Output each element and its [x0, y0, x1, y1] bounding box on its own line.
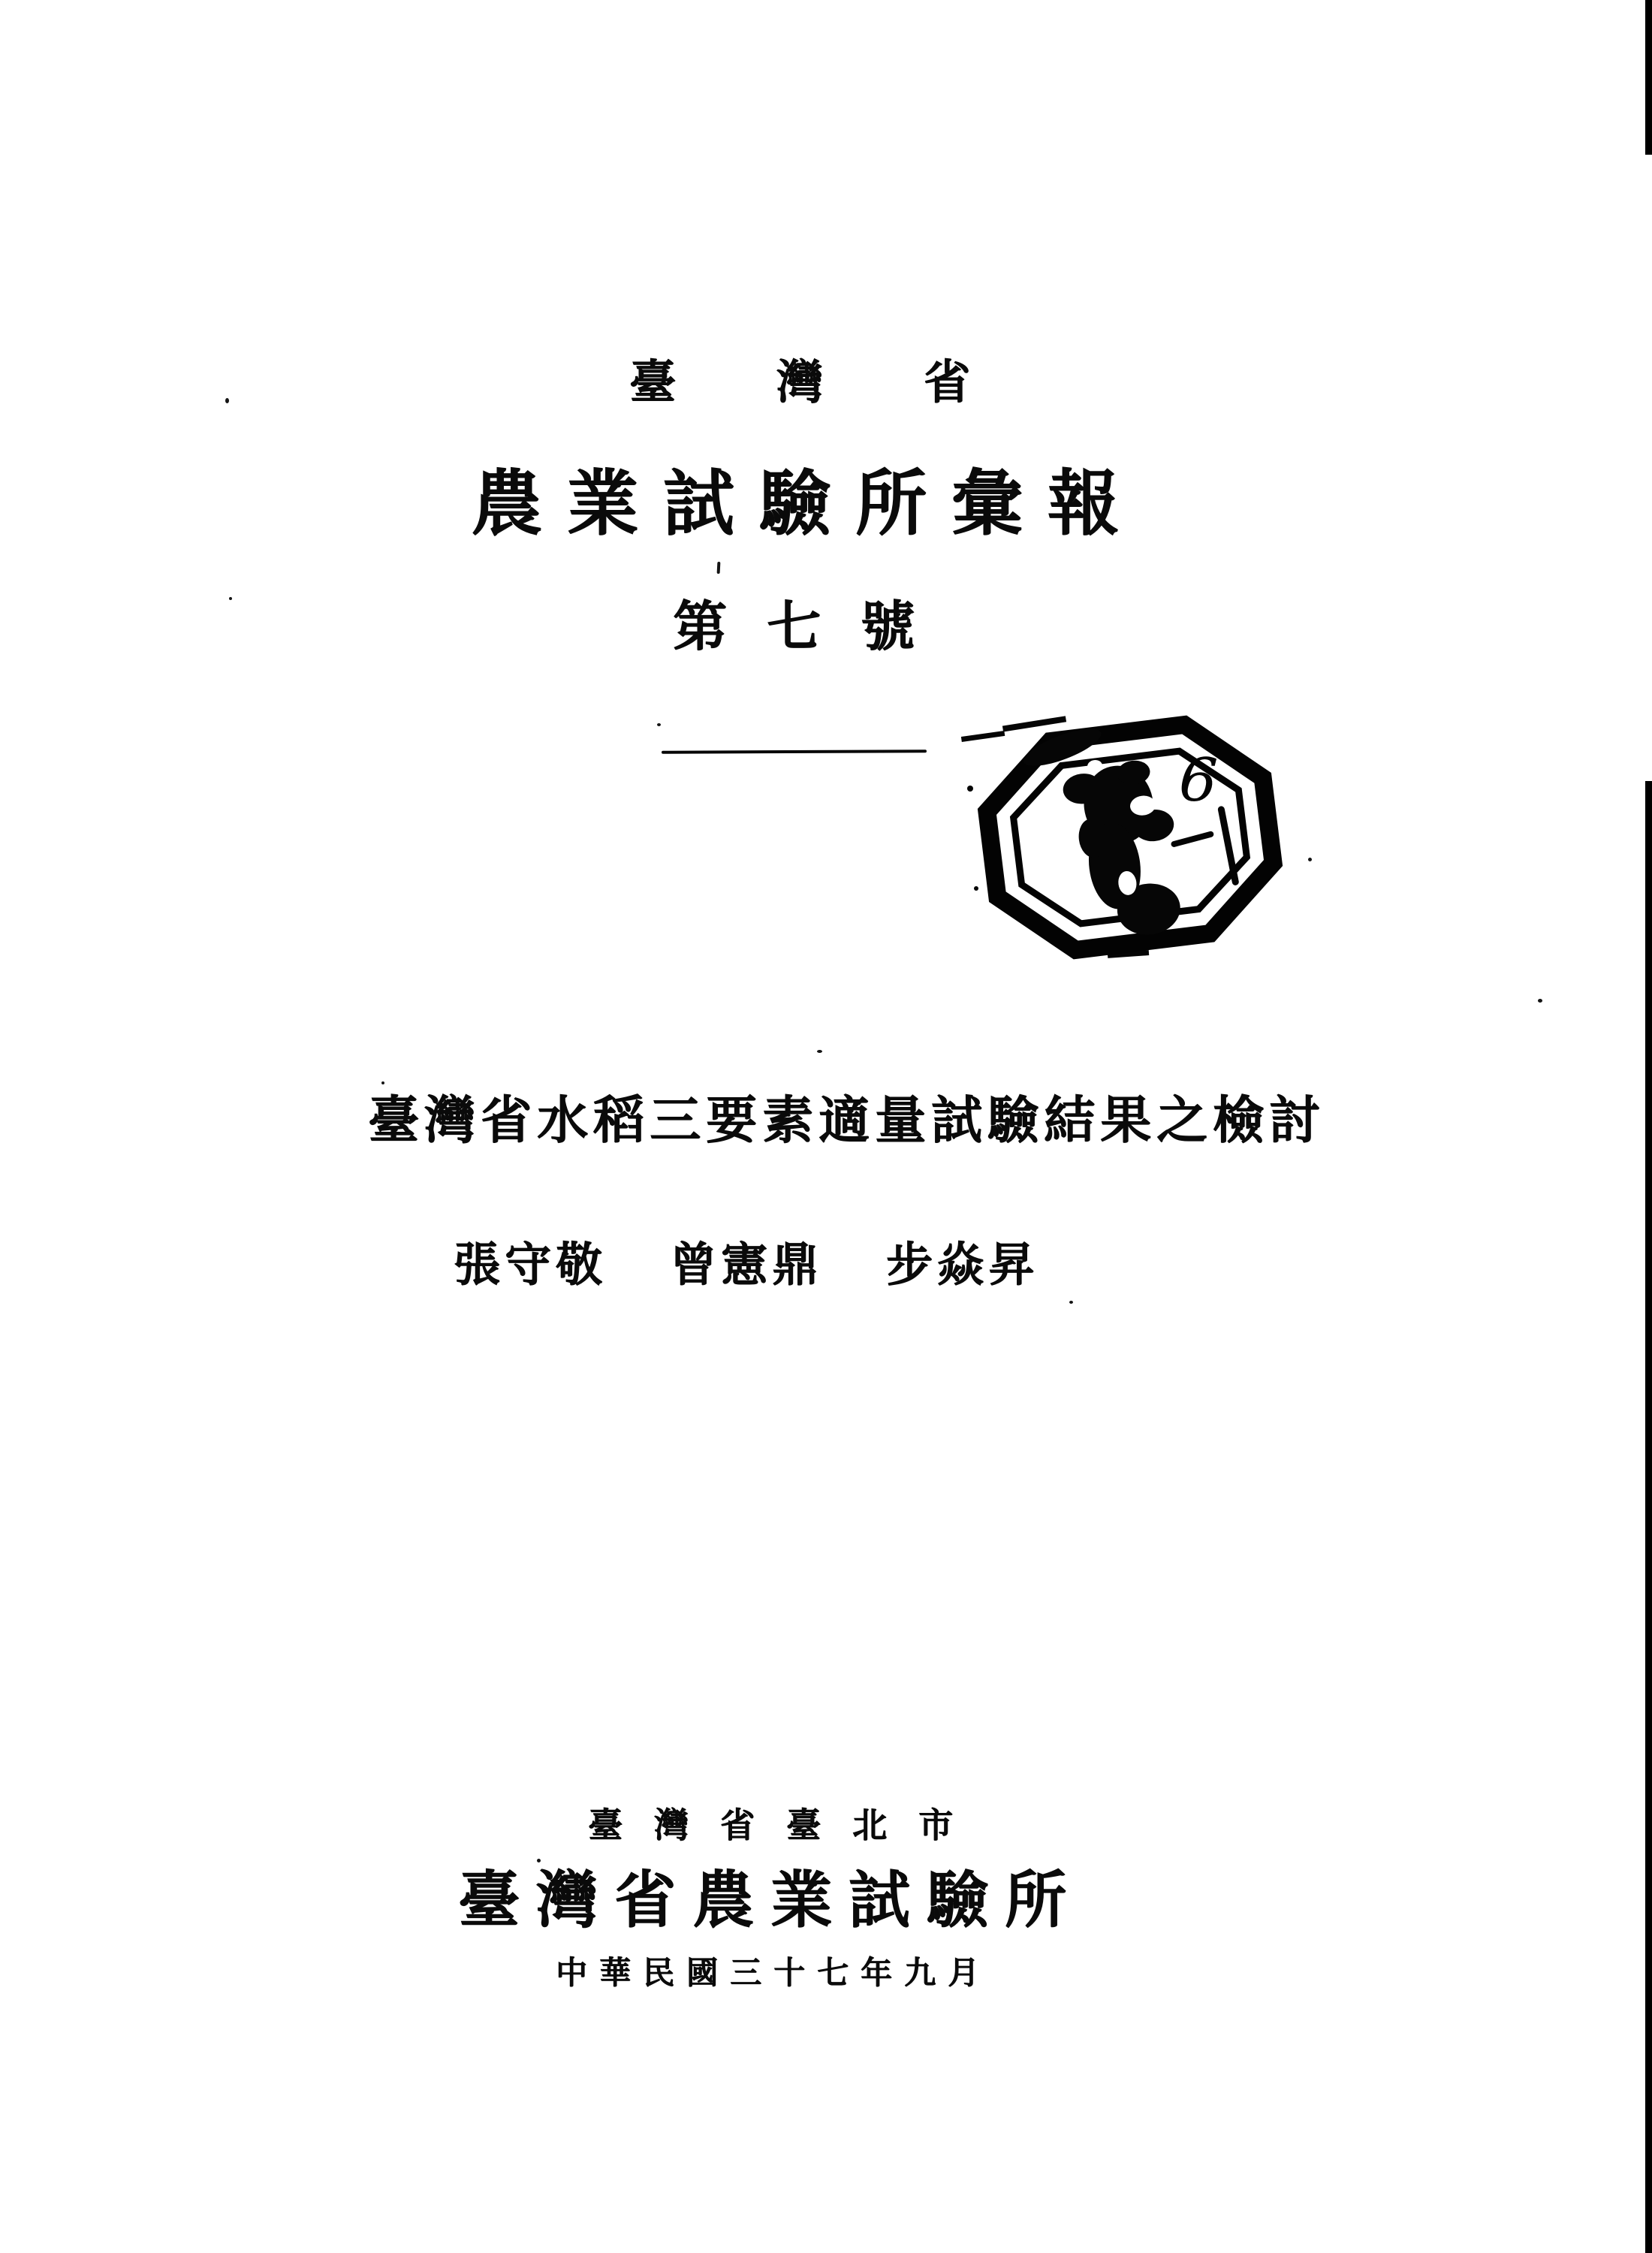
library-stamp-graphic [961, 695, 1299, 980]
author-3: 步焱昇 [886, 1240, 1040, 1291]
scan-speck [1308, 858, 1312, 861]
scan-speck [225, 398, 229, 403]
scan-speck [657, 723, 661, 726]
publication-date: 中華民國三十七年九月 [556, 1956, 992, 1991]
scan-border-right-top [1645, 0, 1652, 155]
author-1: 張守敬 [454, 1240, 607, 1291]
article-title: 臺灣省水稻三要素適量試驗結果之檢討 [368, 1092, 1326, 1149]
authors-line [454, 1242, 1039, 1289]
series-title: 農業試驗所彙報 [471, 464, 1144, 544]
scan-speck [1538, 999, 1542, 1003]
scan-speck [229, 597, 232, 600]
issue-number: 第七號 [673, 597, 955, 657]
scan-speck [381, 1081, 384, 1084]
scan-speck [1069, 1301, 1073, 1304]
stamp-ink-blob [1017, 713, 1186, 948]
scan-speck [537, 1859, 541, 1862]
scan-speck [817, 1050, 822, 1053]
scan-border-right-bottom [1645, 781, 1652, 2253]
stamp-handwritten-number: 6 [1177, 743, 1219, 816]
author-2: 曾憲鼎 [670, 1240, 824, 1291]
publisher-name: 臺灣省農業試驗所 [458, 1866, 1084, 1935]
publisher-location: 臺灣省臺北市 [588, 1806, 984, 1844]
scan-speck [717, 562, 721, 574]
divider-rule [662, 749, 927, 754]
library-stamp [961, 695, 1299, 980]
region-line: 臺灣省 [629, 357, 1072, 409]
